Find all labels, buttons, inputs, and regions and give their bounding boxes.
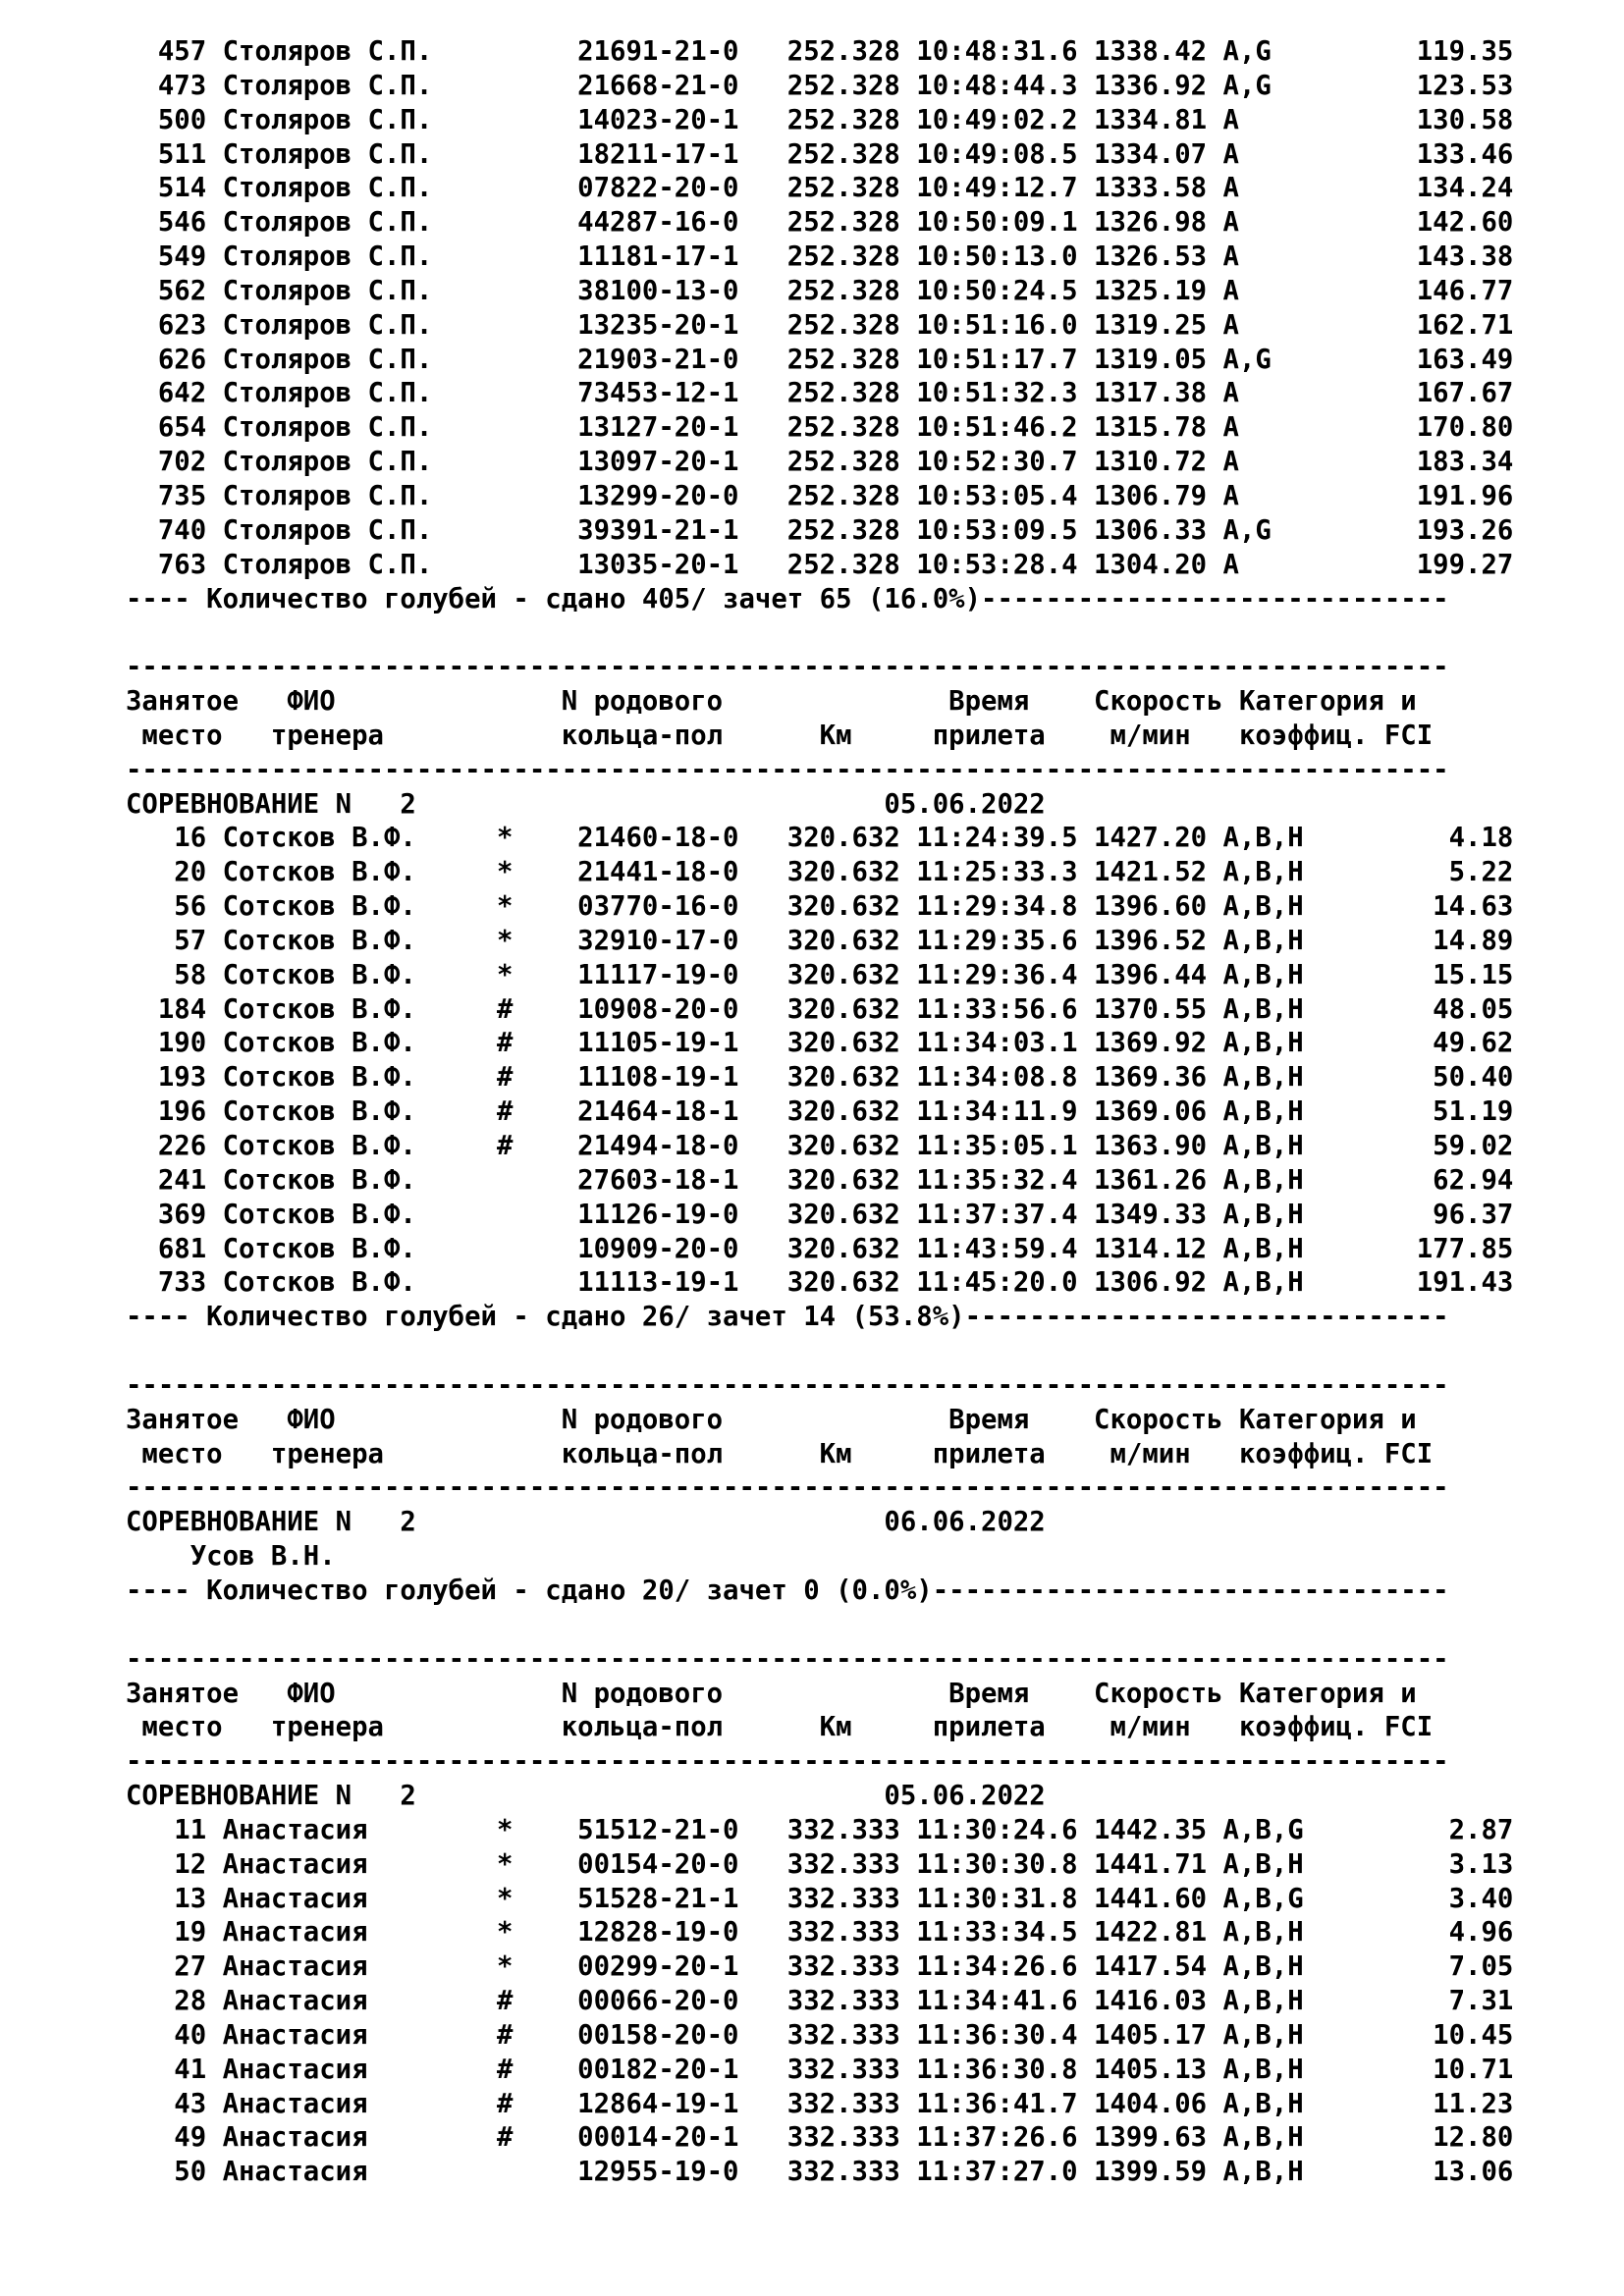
results-report	[126, 35, 1598, 2190]
result-row: 226 Сотсков В.Ф. # 21494-18-0 320.632 11:35:05.1 1363.90 A,B,H 59.02	[126, 1131, 1514, 1161]
result-row: 40 Анастасия # 00158-20-0 332.333 11:36:30.4 1405.17 A,B,H 10.45	[126, 2019, 1514, 2051]
result-row: 19 Анастасия * 12828-19-0 332.333 11:33:34.5 1422.81 A,B,H 4.96	[126, 1917, 1514, 1949]
result-row: 626 Столяров С.П. 21903-21-0 252.328 10:51:17.7 1319.05 A,G 163.49	[126, 344, 1514, 375]
column-header-line-2: место тренера кольца-пол Км прилета м/мин коэффиц. FCI	[126, 1712, 1434, 1743]
separator-line: ----------------------------------------------------------------------------------	[126, 1369, 1449, 1401]
result-row: 20 Сотсков В.Ф. * 21441-18-0 320.632 11:25:33.3 1421.52 A,B,H 5.22	[126, 857, 1514, 888]
result-row: 58 Сотсков В.Ф. * 11117-19-0 320.632 11:29:36.4 1396.44 A,B,H 15.15	[126, 959, 1514, 990]
result-row: 56 Сотсков В.Ф. * 03770-16-0 320.632 11:29:34.8 1396.60 A,B,H 14.63	[126, 891, 1514, 923]
result-row: 193 Сотсков В.Ф. # 11108-19-1 320.632 11:34:08.8 1369.36 A,B,H 50.40	[126, 1062, 1514, 1094]
result-row: 702 Столяров С.П. 13097-20-1 252.328 10:52:30.7 1310.72 A 183.34	[126, 447, 1514, 478]
summary-line: ---- Количество голубей - сдано 20/ зачет 0 (0.0%)--------------------------------	[126, 1575, 1449, 1606]
blank-line	[126, 1609, 1598, 1643]
result-row: 511 Столяров С.П. 18211-17-1 252.328 10:49:08.5 1334.07 A 133.46	[126, 138, 1514, 170]
result-row: 735 Столяров С.П. 13299-20-0 252.328 10:53:05.4 1306.79 A 191.96	[126, 480, 1514, 511]
result-row: 241 Сотсков В.Ф. 27603-18-1 320.632 11:35:32.4 1361.26 A,B,H 62.94	[126, 1164, 1514, 1196]
result-row: 190 Сотсков В.Ф. # 11105-19-1 320.632 11:34:03.1 1369.92 A,B,H 49.62	[126, 1028, 1514, 1059]
result-row: 28 Анастасия # 00066-20-0 332.333 11:34:41.6 1416.03 A,B,H 7.31	[126, 1986, 1514, 2017]
competition-header: СОРЕВНОВАНИЕ N 2 05.06.2022	[126, 788, 1046, 820]
result-row: 457 Столяров С.П. 21691-21-0 252.328 10:48:31.6 1338.42 A,G 119.35	[126, 36, 1514, 67]
result-row: 514 Столяров С.П. 07822-20-0 252.328 10:49:12.7 1333.58 A 134.24	[126, 173, 1514, 204]
blank-line	[126, 1335, 1598, 1369]
result-row: 11 Анастасия * 51512-21-0 332.333 11:30:24.6 1442.35 A,B,G 2.87	[126, 1814, 1514, 1845]
summary-line: ---- Количество голубей - сдано 26/ зачет 14 (53.8%)------------------------------	[126, 1302, 1449, 1333]
result-row: 16 Сотсков В.Ф. * 21460-18-0 320.632 11:24:39.5 1427.20 A,B,H 4.18	[126, 823, 1514, 854]
blank-line	[126, 616, 1598, 651]
column-header-line-2: место тренера кольца-пол Км прилета м/мин коэффиц. FCI	[126, 1438, 1434, 1469]
result-row: 546 Столяров С.П. 44287-16-0 252.328 10:50:09.1 1326.98 A 142.60	[126, 207, 1514, 239]
column-header-line-1: Занятое ФИО N родового Время Скорость Категория и	[126, 1678, 1417, 1709]
trainer-line: Усов В.Н.	[126, 1541, 336, 1573]
result-row: 196 Сотсков В.Ф. # 21464-18-1 320.632 11:34:11.9 1369.06 A,B,H 51.19	[126, 1096, 1514, 1128]
result-row: 562 Столяров С.П. 38100-13-0 252.328 10:50:24.5 1325.19 A 146.77	[126, 275, 1514, 306]
result-row: 623 Столяров С.П. 13235-20-1 252.328 10:51:16.0 1319.25 A 162.71	[126, 309, 1514, 341]
summary-line: ---- Количество голубей - сдано 405/ зачет 65 (16.0%)-----------------------------	[126, 583, 1449, 614]
result-row: 41 Анастасия # 00182-20-1 332.333 11:36:30.8 1405.13 A,B,H 10.71	[126, 2054, 1514, 2085]
separator-line: ----------------------------------------------------------------------------------	[126, 1746, 1449, 1778]
separator-line: ----------------------------------------------------------------------------------	[126, 652, 1449, 683]
result-row: 27 Анастасия * 00299-20-1 332.333 11:34:26.6 1417.54 A,B,H 7.05	[126, 1951, 1514, 1983]
result-row: 49 Анастасия # 00014-20-1 332.333 11:37:26.6 1399.63 A,B,H 12.80	[126, 2122, 1514, 2154]
result-row: 642 Столяров С.П. 73453-12-1 252.328 10:51:32.3 1317.38 A 167.67	[126, 378, 1514, 409]
column-header-line-2: место тренера кольца-пол Км прилета м/мин коэффиц. FCI	[126, 720, 1434, 751]
result-row: 681 Сотсков В.Ф. 10909-20-0 320.632 11:43:59.4 1314.12 A,B,H 177.85	[126, 1233, 1514, 1264]
result-row: 369 Сотсков В.Ф. 11126-19-0 320.632 11:37:37.4 1349.33 A,B,H 96.37	[126, 1199, 1514, 1230]
separator-line: ----------------------------------------------------------------------------------	[126, 1472, 1449, 1504]
column-header-line-1: Занятое ФИО N родового Время Скорость Категория и	[126, 1404, 1417, 1435]
separator-line: ----------------------------------------------------------------------------------	[126, 1643, 1449, 1675]
competition-header: СОРЕВНОВАНИЕ N 2 06.06.2022	[126, 1507, 1046, 1538]
result-row: 43 Анастасия # 12864-19-1 332.333 11:36:41.7 1404.06 A,B,H 11.23	[126, 2088, 1514, 2119]
column-header-line-1: Занятое ФИО N родового Время Скорость Категория и	[126, 686, 1417, 718]
result-row: 13 Анастасия * 51528-21-1 332.333 11:30:31.8 1441.60 A,B,G 3.40	[126, 1883, 1514, 1914]
result-row: 654 Столяров С.П. 13127-20-1 252.328 10:51:46.2 1315.78 A 170.80	[126, 412, 1514, 444]
competition-header: СОРЕВНОВАНИЕ N 2 05.06.2022	[126, 1781, 1046, 1812]
result-row: 12 Анастасия * 00154-20-0 332.333 11:30:30.8 1441.71 A,B,H 3.13	[126, 1848, 1514, 1880]
result-row: 473 Столяров С.П. 21668-21-0 252.328 10:48:44.3 1336.92 A,G 123.53	[126, 70, 1514, 101]
result-row: 733 Сотсков В.Ф. 11113-19-1 320.632 11:45:20.0 1306.92 A,B,H 191.43	[126, 1267, 1514, 1299]
result-row: 763 Столяров С.П. 13035-20-1 252.328 10:53:28.4 1304.20 A 199.27	[126, 549, 1514, 580]
result-row: 184 Сотсков В.Ф. # 10908-20-0 320.632 11:33:56.6 1370.55 A,B,H 48.05	[126, 993, 1514, 1025]
result-row: 57 Сотсков В.Ф. * 32910-17-0 320.632 11:29:35.6 1396.52 A,B,H 14.89	[126, 925, 1514, 956]
separator-line: ----------------------------------------------------------------------------------	[126, 754, 1449, 785]
result-row: 50 Анастасия 12955-19-0 332.333 11:37:27.0 1399.59 A,B,H 13.06	[126, 2157, 1514, 2188]
result-row: 500 Столяров С.П. 14023-20-1 252.328 10:49:02.2 1334.81 A 130.58	[126, 104, 1514, 135]
result-row: 740 Столяров С.П. 39391-21-1 252.328 10:53:09.5 1306.33 A,G 193.26	[126, 514, 1514, 546]
result-row: 549 Столяров С.П. 11181-17-1 252.328 10:50:13.0 1326.53 A 143.38	[126, 241, 1514, 273]
